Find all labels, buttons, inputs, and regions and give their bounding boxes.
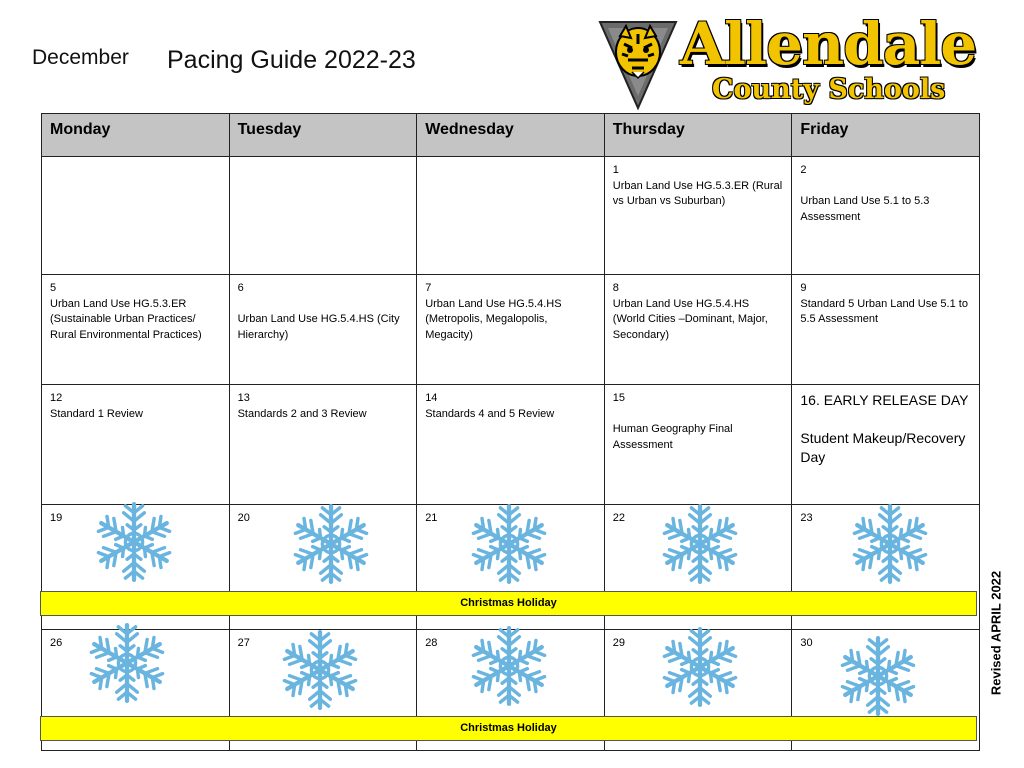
- day-header-tuesday: Tuesday: [230, 114, 418, 157]
- day-cell: [42, 385, 230, 505]
- snowflake-icon: [91, 499, 177, 585]
- day-content: Student Makeup/Recovery Day: [800, 430, 966, 465]
- logo-subtitle: County Schools: [712, 74, 946, 105]
- day-number: 23: [800, 512, 813, 524]
- snowflake-icon: [657, 501, 743, 587]
- day-cell: [605, 385, 793, 505]
- day-number: 26: [50, 637, 63, 649]
- day-cell: [792, 275, 979, 385]
- day-cell: [417, 157, 605, 275]
- day-number: 5: [50, 282, 57, 294]
- day-content: Human Geography Final Assessment: [612, 423, 733, 451]
- holiday-banner: Christmas Holiday: [40, 591, 977, 616]
- day-number: 1: [612, 164, 619, 176]
- day-number: 7: [425, 282, 432, 294]
- page-title: Pacing Guide 2022-23: [167, 46, 416, 74]
- day-cell: [605, 157, 793, 275]
- day-cell: [792, 157, 979, 275]
- tiger-mascot-icon: [598, 16, 678, 111]
- day-content: Urban Land Use HG.5.4.HS (Metropolis, Megalopolis, Megacity): [425, 297, 562, 341]
- day-number: 12: [50, 392, 63, 404]
- day-header-wednesday: Wednesday: [417, 114, 605, 157]
- day-content: Urban Land Use HG.5.3.ER (Rural vs Urban vs Suburban): [612, 179, 783, 207]
- snowflake-icon: [466, 501, 552, 587]
- snowflake-icon: [657, 624, 743, 710]
- day-header-monday: Monday: [42, 114, 230, 157]
- snowflake-icon: [835, 633, 921, 719]
- day-header-friday: Friday: [792, 114, 979, 157]
- day-cell: [417, 275, 605, 385]
- day-content: Standard 1 Review: [50, 407, 143, 420]
- revised-note: Revised APRIL 2022: [988, 570, 1004, 696]
- day-number: 8: [612, 282, 619, 294]
- day-number: 30: [800, 637, 813, 649]
- day-cell: [792, 385, 979, 505]
- snowflake-icon: [288, 501, 374, 587]
- day-content: Urban Land Use HG.5.4.HS (World Cities –Dominant, Major, Secondary): [612, 297, 768, 341]
- day-header-thursday: Thursday: [605, 114, 793, 157]
- month-label: December: [32, 46, 129, 69]
- logo-name: Allendale: [680, 10, 977, 78]
- day-cell: [230, 385, 418, 505]
- day-number: 19: [50, 512, 63, 524]
- holiday-banner: Christmas Holiday: [40, 716, 977, 741]
- day-cell: [230, 157, 418, 275]
- day-content: Standards 4 and 5 Review: [425, 407, 555, 420]
- day-number: 9: [800, 282, 807, 294]
- day-number: 13: [237, 392, 250, 404]
- day-number: 2: [800, 164, 807, 176]
- day-content: Standard 5 Urban Land Use 5.1 to 5.5 Assessment: [800, 297, 968, 325]
- day-number: 22: [612, 512, 626, 524]
- day-number: 28: [425, 637, 438, 649]
- day-content: Urban Land Use HG.5.3.ER (Sustainable Urban Practices/ Rural Environmental Practices): [50, 297, 202, 341]
- day-content: Standards 2 and 3 Review: [237, 407, 367, 420]
- day-cell: [417, 385, 605, 505]
- day-number: 20: [237, 512, 250, 524]
- day-number: 27: [237, 637, 250, 649]
- day-content: Urban Land Use 5.1 to 5.3 Assessment: [800, 195, 930, 223]
- day-cell: [42, 275, 230, 385]
- day-cell: [605, 275, 793, 385]
- snowflake-icon: [847, 501, 933, 587]
- day-number: 6: [237, 282, 244, 294]
- day-number: 16. EARLY RELEASE DAY: [800, 392, 969, 408]
- day-number: 21: [425, 512, 438, 524]
- day-content: Urban Land Use HG.5.4.HS (City Hierarchy): [237, 313, 400, 341]
- day-number: 15: [612, 392, 626, 404]
- school-logo: [598, 10, 977, 111]
- day-number: 14: [425, 392, 438, 404]
- snowflake-icon: [277, 627, 363, 713]
- snowflake-icon: [466, 623, 552, 709]
- snowflake-icon: [84, 620, 170, 706]
- day-cell: [230, 275, 418, 385]
- day-number: 29: [612, 637, 626, 649]
- day-cell: [42, 157, 230, 275]
